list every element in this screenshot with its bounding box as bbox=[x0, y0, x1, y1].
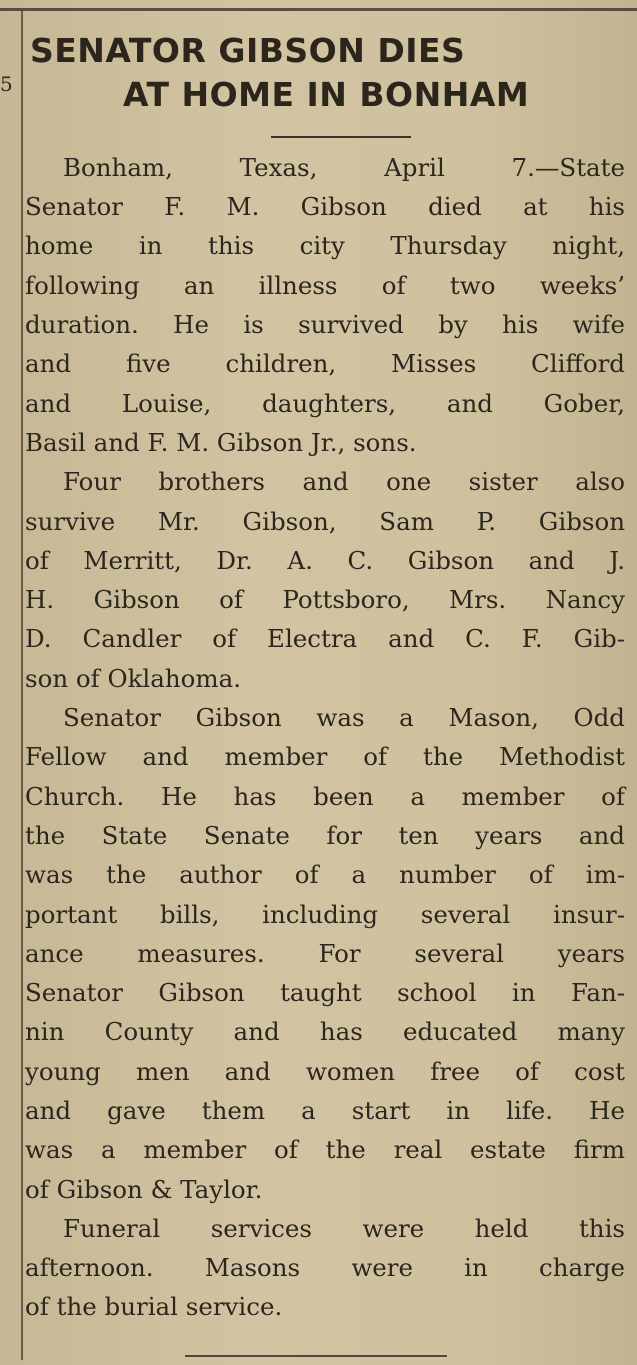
text-line: portant bills, including several insur- bbox=[25, 899, 625, 929]
text-line: son of Oklahoma. bbox=[25, 663, 242, 693]
paragraph bbox=[25, 698, 625, 1209]
headline-line-2: AT HOME IN BONHAM bbox=[123, 74, 530, 114]
article bbox=[25, 32, 625, 1327]
text-line: Senator F. M. Gibson died at his bbox=[25, 192, 625, 222]
text-line: H. Gibson of Pottsboro, Mrs. Nancy bbox=[25, 585, 625, 615]
headline-rule bbox=[271, 136, 411, 138]
text-line: of Merritt, Dr. A. C. Gibson and J. bbox=[25, 545, 625, 575]
text-line: afternoon. Masons were in charge bbox=[25, 1253, 625, 1283]
paragraph bbox=[25, 148, 625, 462]
text-line: and gave them a start in life. He bbox=[25, 1096, 625, 1125]
headline-line-1: SENATOR GIBSON DIES bbox=[30, 31, 466, 70]
text-line: young men and women free of cost bbox=[25, 1056, 625, 1086]
text-line: Senator Gibson was a Mason, Odd bbox=[63, 703, 625, 733]
text-line: survive Mr. Gibson, Sam P. Gibson bbox=[25, 506, 625, 536]
text-line: ance measures. For several years bbox=[25, 938, 625, 968]
text-line: home in this city Thursday night, bbox=[25, 231, 625, 261]
text-line: Four brothers and one sister also bbox=[63, 467, 625, 497]
text-line: Fellow and member of the Methodist bbox=[25, 742, 625, 772]
article-body bbox=[25, 148, 625, 1327]
text-line: the State Senate for ten years and bbox=[25, 820, 625, 850]
text-line: and Louise, daughters, and Gober, bbox=[25, 388, 625, 418]
text-line: and five children, Misses Clifford bbox=[25, 349, 625, 379]
headline bbox=[25, 32, 625, 114]
text-line: Funeral services were held this bbox=[63, 1213, 625, 1243]
text-line: of Gibson & Taylor. bbox=[25, 1174, 263, 1204]
paragraph bbox=[25, 1209, 625, 1327]
text-line: duration. He is survived by his wife bbox=[25, 310, 625, 340]
text-line: following an illness of two weeks’ bbox=[25, 270, 625, 300]
text-line: Church. He has been a member of bbox=[25, 781, 625, 811]
text-line: was the author of a number of im- bbox=[25, 860, 625, 890]
paragraph bbox=[25, 462, 625, 698]
top-rule bbox=[0, 8, 637, 11]
end-rule bbox=[185, 1355, 447, 1357]
text-line: Basil and F. M. Gibson Jr., sons. bbox=[25, 427, 417, 457]
column-rule bbox=[21, 10, 23, 1360]
text-line: of the burial service. bbox=[25, 1292, 283, 1322]
text-line: was a member of the real estate firm bbox=[25, 1135, 625, 1165]
text-line: Bonham, Texas, April 7.—State bbox=[63, 152, 625, 182]
text-line: nin County and has educated many bbox=[25, 1017, 625, 1047]
text-line: D. Candler of Electra and C. F. Gib- bbox=[25, 624, 625, 654]
text-line: Senator Gibson taught school in Fan- bbox=[25, 978, 625, 1008]
margin-fragment: 5 bbox=[0, 72, 13, 96]
